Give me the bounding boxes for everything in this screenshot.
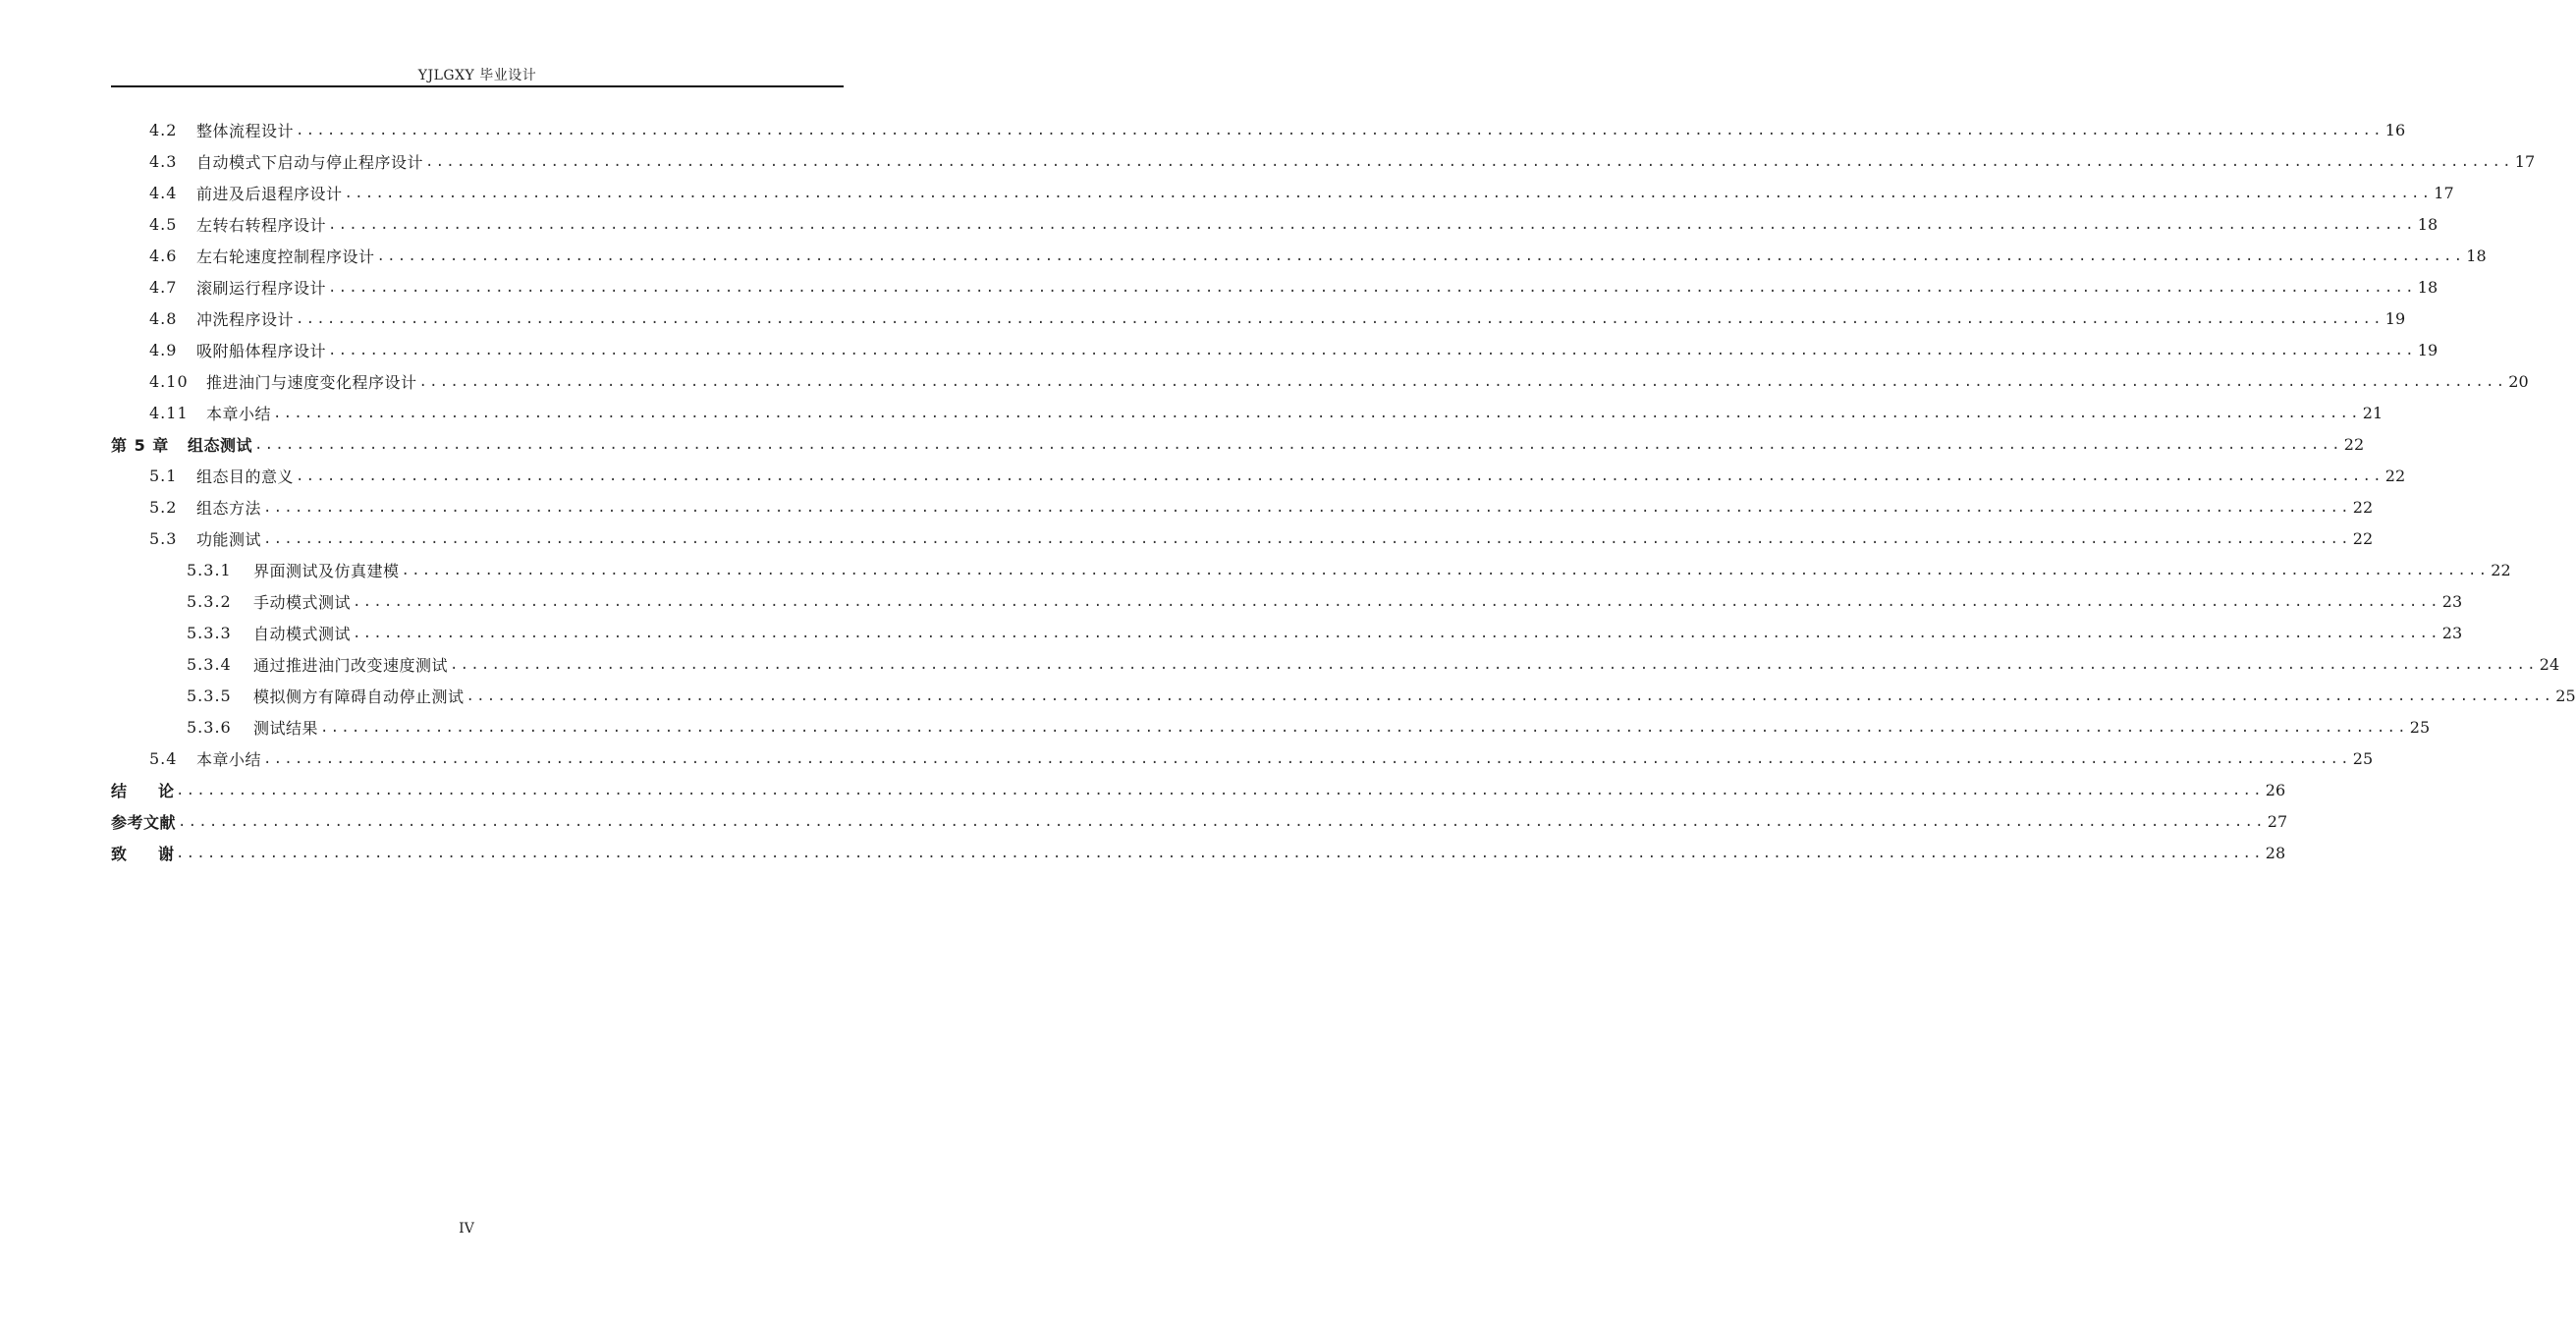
- toc-number: 5.2: [149, 497, 178, 517]
- toc-leader: ........................................................................................................................................................................................................: [328, 343, 2416, 358]
- toc-entry[interactable]: [111, 522, 2374, 554]
- toc-leader: ........................................................................................................................................................................................................: [425, 154, 2513, 170]
- toc-chapter-number: 第 5 章: [111, 435, 170, 455]
- toc-page: 27: [2267, 811, 2288, 831]
- toc-title: 整体流程设计: [196, 121, 295, 140]
- toc-page: 25: [2409, 717, 2431, 737]
- toc-entry[interactable]: [111, 460, 2406, 491]
- toc-leader: ........................................................................................................................................................................................................: [320, 720, 2408, 736]
- toc-acknowledgements-entry[interactable]: [111, 837, 2286, 868]
- toc-leader: ........................................................................................................................................................................................................: [176, 783, 2264, 798]
- toc-title: 组态目的意义: [196, 467, 295, 486]
- toc-title: 本章小结: [206, 404, 272, 423]
- toc-leader: ........................................................................................................................................................................................................: [296, 123, 2384, 138]
- toc-leader: ........................................................................................................................................................................................................: [328, 280, 2416, 296]
- toc-title: 测试结果: [253, 718, 319, 738]
- toc-number: 5.3.1: [187, 560, 232, 579]
- toc-page: 26: [2265, 780, 2286, 799]
- toc-page: 23: [2441, 623, 2463, 642]
- toc-title: 界面测试及仿真建模: [253, 561, 400, 580]
- toc-title: 本章小结: [196, 749, 262, 769]
- toc-leader: ........................................................................................................................................................................................................: [376, 248, 2465, 264]
- toc-entry[interactable]: [111, 365, 2529, 397]
- toc-number: 4.5: [149, 214, 178, 234]
- toc-title: 功能测试: [196, 529, 262, 549]
- toc-leader: ........................................................................................................................................................................................................: [254, 437, 2342, 453]
- toc-number: 5.4: [149, 748, 178, 768]
- toc-entry[interactable]: [111, 302, 2406, 334]
- toc-leader: ........................................................................................................................................................................................................: [466, 688, 2554, 704]
- toc-title: 吸附船体程序设计: [196, 341, 327, 360]
- toc-page: 24: [2539, 654, 2560, 674]
- toc-page: 17: [2434, 183, 2454, 202]
- toc-leader: ........................................................................................................................................................................................................: [176, 846, 2264, 861]
- toc-number: 5.3: [149, 528, 178, 548]
- toc-number: 4.11: [149, 403, 189, 422]
- toc-title-char: 致: [111, 844, 128, 863]
- toc-title: 参考文献: [111, 812, 177, 832]
- toc-leader: ........................................................................................................................................................................................................: [353, 626, 2440, 641]
- toc-title: 滚刷运行程序设计: [196, 278, 327, 298]
- toc-leader: ........................................................................................................................................................................................................: [418, 374, 2507, 390]
- toc-entry[interactable]: [111, 334, 2439, 365]
- toc-page: 22: [2343, 434, 2365, 454]
- toc-title: 左转右转程序设计: [196, 215, 327, 235]
- toc-chapter-entry[interactable]: [111, 428, 2365, 460]
- toc-page: 20: [2508, 371, 2529, 391]
- toc-leader: ........................................................................................................................................................................................................: [328, 217, 2416, 233]
- toc-number: 4.8: [149, 308, 178, 328]
- toc-number: 5.3.4: [187, 654, 232, 674]
- toc-leader: ........................................................................................................................................................................................................: [296, 468, 2384, 484]
- toc-page: 18: [2466, 246, 2487, 265]
- toc-leader: ........................................................................................................................................................................................................: [344, 186, 2433, 201]
- toc-entry[interactable]: [111, 711, 2431, 742]
- toc-title-char: 论: [158, 781, 175, 800]
- toc-entry[interactable]: [111, 585, 2463, 617]
- toc-page: 18: [2417, 277, 2439, 297]
- toc-entry[interactable]: [111, 554, 2511, 585]
- toc-number: 5.3.3: [187, 623, 232, 642]
- toc-page: 22: [2491, 560, 2511, 579]
- toc-leader: ........................................................................................................................................................................................................: [296, 311, 2384, 327]
- toc-number: 4.6: [149, 246, 178, 265]
- toc-title: 冲洗程序设计: [196, 309, 295, 329]
- toc-title: [111, 842, 174, 864]
- toc-leader: ........................................................................................................................................................................................................: [450, 657, 2538, 673]
- toc-leader: ........................................................................................................................................................................................................: [263, 751, 2351, 767]
- toc-title: 通过推进油门改变速度测试: [253, 655, 449, 675]
- toc-title: 推进油门与速度变化程序设计: [206, 372, 417, 392]
- toc-entry[interactable]: [111, 145, 2536, 177]
- toc-conclusion-entry[interactable]: [111, 774, 2286, 805]
- toc-title: 自动模式下启动与停止程序设计: [196, 152, 424, 172]
- toc-entry[interactable]: [111, 240, 2487, 271]
- toc-page: 17: [2514, 151, 2536, 171]
- toc-page: 19: [2384, 308, 2406, 328]
- toc-number: 5.1: [149, 466, 178, 485]
- toc-page: 22: [2352, 528, 2374, 548]
- header-rule: [111, 85, 844, 87]
- toc-references-entry[interactable]: [111, 805, 2288, 837]
- toc-leader: ........................................................................................................................................................................................................: [263, 531, 2351, 547]
- table-of-contents: [111, 114, 2576, 868]
- toc-leader: ........................................................................................................................................................................................................: [273, 406, 2361, 421]
- toc-title: 组态测试: [188, 435, 253, 455]
- toc-title: 组态方法: [196, 498, 262, 518]
- toc-number: 5.3.2: [187, 591, 232, 611]
- toc-page: 16: [2384, 120, 2406, 139]
- toc-entry[interactable]: [111, 617, 2463, 648]
- toc-leader: ........................................................................................................................................................................................................: [401, 563, 2490, 578]
- toc-leader: ........................................................................................................................................................................................................: [178, 814, 2266, 830]
- toc-title-char: 谢: [158, 844, 175, 863]
- toc-number: 4.10: [149, 371, 189, 391]
- toc-title: 手动模式测试: [253, 592, 352, 612]
- toc-entry[interactable]: [111, 177, 2454, 208]
- toc-number: 4.2: [149, 120, 178, 139]
- toc-title: 左右轮速度控制程序设计: [196, 247, 375, 266]
- toc-number: 4.9: [149, 340, 178, 359]
- toc-entry[interactable]: [111, 271, 2439, 302]
- toc-leader: ........................................................................................................................................................................................................: [353, 594, 2440, 610]
- toc-number: 4.7: [149, 277, 178, 297]
- toc-number: 5.3.5: [187, 686, 232, 705]
- toc-entry[interactable]: [111, 742, 2374, 774]
- toc-title-char: 结: [111, 781, 128, 800]
- toc-entry[interactable]: [111, 491, 2374, 522]
- page-header: YJLGXY 毕业设计: [417, 68, 537, 83]
- page-number: IV: [459, 1221, 474, 1237]
- toc-page: 28: [2265, 843, 2286, 862]
- toc-title: 模拟侧方有障碍自动停止测试: [253, 687, 465, 706]
- toc-entry[interactable]: [111, 114, 2406, 145]
- toc-entry[interactable]: [111, 648, 2560, 680]
- toc-entry[interactable]: [111, 397, 2384, 428]
- toc-page: 22: [2352, 497, 2374, 517]
- toc-page: 25: [2352, 748, 2374, 768]
- toc-page: 18: [2417, 214, 2439, 234]
- toc-title: 自动模式测试: [253, 624, 352, 643]
- toc-page: 21: [2362, 403, 2384, 422]
- toc-title: 前进及后退程序设计: [196, 184, 343, 203]
- toc-page: 25: [2555, 686, 2576, 705]
- toc-title: [111, 779, 174, 801]
- toc-page: 23: [2441, 591, 2463, 611]
- toc-entry[interactable]: [111, 680, 2576, 711]
- toc-number: 5.3.6: [187, 717, 232, 737]
- toc-page: 19: [2417, 340, 2439, 359]
- toc-page: 22: [2384, 466, 2406, 485]
- toc-number: 4.4: [149, 183, 178, 202]
- toc-entry[interactable]: [111, 208, 2439, 240]
- toc-number: 4.3: [149, 151, 178, 171]
- toc-leader: ........................................................................................................................................................................................................: [263, 500, 2351, 516]
